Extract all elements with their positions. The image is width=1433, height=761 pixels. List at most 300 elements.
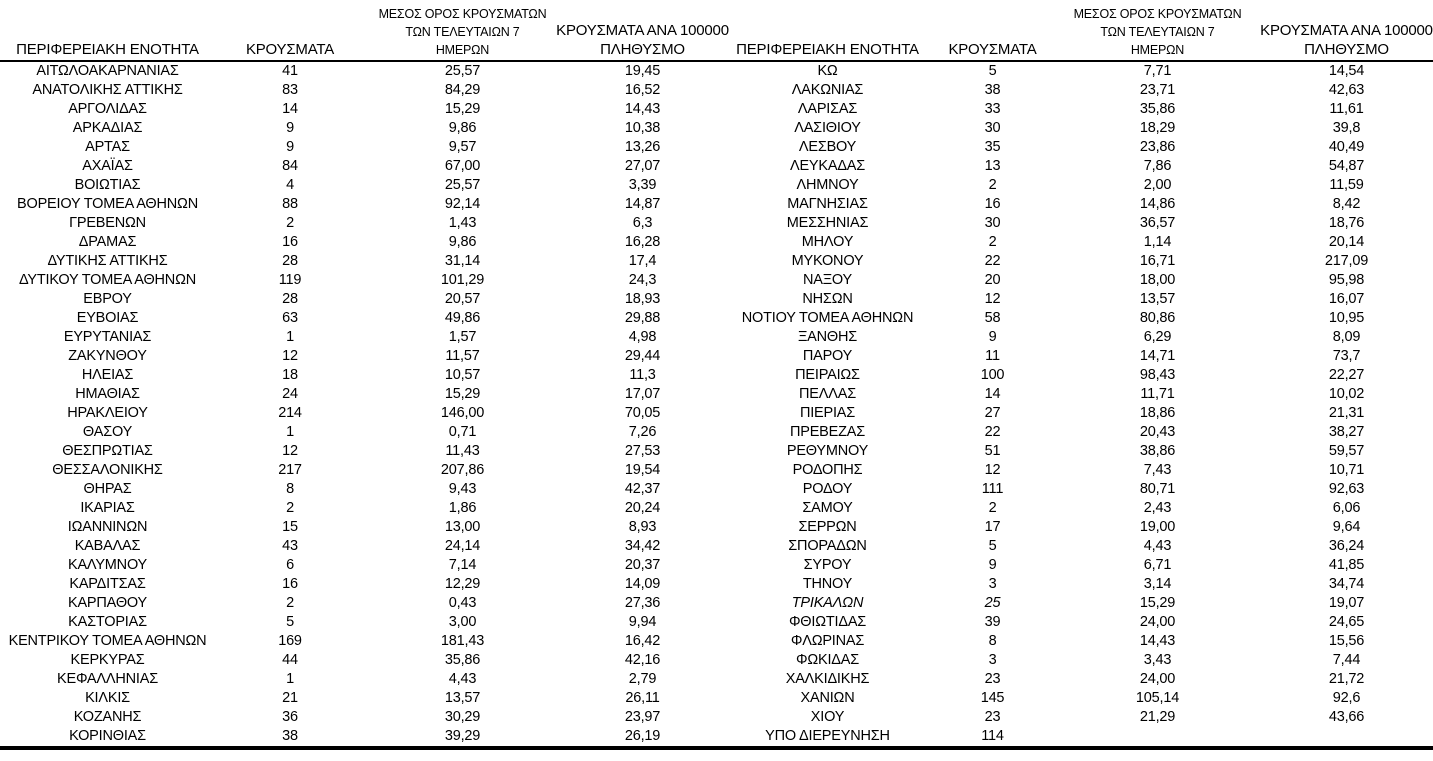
table-row xyxy=(0,252,1433,271)
right-avg7-cell: 18,00 xyxy=(1139,272,1176,288)
right-region-cell: ΛΕΥΚΑΔΑΣ xyxy=(789,158,866,174)
right-avg7-cell: 24,00 xyxy=(1139,671,1176,687)
right-region-cell: ΝΑΞΟΥ xyxy=(802,272,853,288)
left-avg7-cell: 49,86 xyxy=(444,310,481,326)
left-avg7-cell: 1,86 xyxy=(448,500,477,516)
right-cases-cell: 2 xyxy=(988,500,997,516)
table-header-row xyxy=(0,0,1433,62)
left-avg7-cell: 31,14 xyxy=(444,253,481,269)
left-cases-cell: 169 xyxy=(278,633,302,649)
left-region-cell: ΑΡΤΑΣ xyxy=(85,139,130,155)
right-avg7-cell: 7,71 xyxy=(1143,63,1172,79)
left-per100k-cell: 14,87 xyxy=(624,196,661,212)
left-per100k-cell: 14,43 xyxy=(624,101,661,117)
right-avg7-cell: 98,43 xyxy=(1139,367,1176,383)
right-avg7-cell: 2,00 xyxy=(1143,177,1172,193)
left-cases-cell: 63 xyxy=(282,310,298,326)
left-per100k-cell: 42,37 xyxy=(624,481,661,497)
left-per100k-cell: 27,36 xyxy=(624,595,661,611)
table-row xyxy=(0,138,1433,157)
right-avg7-cell: 1,14 xyxy=(1143,234,1172,250)
left-region-cell: ΚΕΡΚΥΡΑΣ xyxy=(70,652,145,668)
header-region-right xyxy=(725,6,930,60)
left-per100k-cell: 29,44 xyxy=(624,348,661,364)
left-per100k-cell: 14,09 xyxy=(624,576,661,592)
left-avg7-cell: 92,14 xyxy=(444,196,481,212)
right-cases-cell: 33 xyxy=(984,101,1001,117)
left-per100k-cell: 16,52 xyxy=(624,82,661,98)
right-per100k-cell: 14,54 xyxy=(1328,63,1365,79)
right-per100k-cell: 92,6 xyxy=(1332,690,1361,706)
right-per100k-cell: 41,85 xyxy=(1328,557,1365,573)
table-row xyxy=(0,594,1433,613)
left-cases-cell: 8 xyxy=(286,481,294,497)
left-region-cell: ΚΟΡΙΝΘΙΑΣ xyxy=(69,728,146,744)
left-per100k-cell: 10,38 xyxy=(624,120,661,136)
left-avg7-cell: 67,00 xyxy=(444,158,481,174)
right-region-cell: ΠΑΡΟΥ xyxy=(802,348,853,364)
table-row xyxy=(0,499,1433,518)
left-avg7-cell: 25,57 xyxy=(444,63,481,79)
right-per100k-cell: 16,07 xyxy=(1328,291,1365,307)
left-cases-cell: 16 xyxy=(282,576,298,592)
left-per100k-cell: 27,07 xyxy=(624,158,661,174)
right-region-cell: ΧΑΛΚΙΔΙΚΗΣ xyxy=(785,671,870,687)
table-row xyxy=(0,404,1433,423)
table-row xyxy=(0,195,1433,214)
header-avg7-left-line1: ΜΕΣΟΣ ΟΡΟΣ ΚΡΟΥΣΜΑΤΩΝ xyxy=(378,7,547,21)
right-avg7-cell: 18,86 xyxy=(1139,405,1176,421)
header-avg7-right xyxy=(1055,6,1260,60)
left-cases-cell: 12 xyxy=(282,348,298,364)
right-per100k-cell: 11,61 xyxy=(1329,101,1364,117)
left-region-cell: ΙΚΑΡΙΑΣ xyxy=(80,500,135,516)
left-per100k-cell: 7,26 xyxy=(628,424,657,440)
left-region-cell: ΖΑΚΥΝΘΟΥ xyxy=(68,348,147,364)
left-avg7-cell: 13,57 xyxy=(444,690,481,706)
right-cases-cell: 14 xyxy=(984,386,1001,402)
left-per100k-cell: 70,05 xyxy=(624,405,661,421)
right-cases-cell: 111 xyxy=(981,481,1004,497)
left-region-cell: ΑΝΑΤΟΛΙΚΗΣ ΑΤΤΙΚΗΣ xyxy=(32,82,183,98)
left-per100k-cell: 29,88 xyxy=(624,310,661,326)
right-per100k-cell: 24,65 xyxy=(1328,614,1365,630)
right-avg7-cell: 6,71 xyxy=(1143,557,1172,573)
table-row xyxy=(0,708,1433,727)
right-region-cell: ΧΑΝΙΩΝ xyxy=(800,690,855,706)
left-cases-cell: 21 xyxy=(282,690,298,706)
header-cases-right xyxy=(930,6,1055,60)
left-cases-cell: 2 xyxy=(286,500,294,516)
left-per100k-cell: 42,16 xyxy=(624,652,661,668)
right-region-cell: ΣΥΡΟΥ xyxy=(803,557,852,573)
right-region-cell: ΜΑΓΝΗΣΙΑΣ xyxy=(787,196,868,212)
right-cases-cell: 8 xyxy=(988,633,997,649)
right-avg7-cell: 14,43 xyxy=(1139,633,1176,649)
right-avg7-cell: 38,86 xyxy=(1139,443,1176,459)
right-avg7-cell: 6,29 xyxy=(1143,329,1172,345)
left-per100k-cell: 16,42 xyxy=(624,633,661,649)
table-row xyxy=(0,689,1433,708)
left-avg7-cell: 13,00 xyxy=(444,519,481,535)
header-avg7-left-line3: ΗΜΕΡΩΝ xyxy=(435,43,490,57)
table-row xyxy=(0,100,1433,119)
left-avg7-cell: 3,00 xyxy=(448,614,477,630)
left-avg7-cell: 39,29 xyxy=(444,728,481,744)
right-region-cell: ΣΑΜΟΥ xyxy=(802,500,853,516)
left-region-cell: ΚΑΡΠΑΘΟΥ xyxy=(67,595,147,611)
right-cases-cell: 9 xyxy=(988,329,997,345)
header-per100k-left-line1: ΚΡΟΥΣΜΑΤΑ ΑΝΑ 100000 xyxy=(556,22,729,39)
right-cases-cell: 30 xyxy=(984,120,1001,136)
right-cases-cell: 2 xyxy=(988,177,997,193)
left-per100k-cell: 13,26 xyxy=(624,139,661,155)
right-cases-cell: 58 xyxy=(984,310,1001,326)
header-region-right-label: ΠΕΡΙΦΕΡΕΙΑΚΗ ΕΝΟΤΗΤΑ xyxy=(736,41,919,58)
right-region-cell: ΣΠΟΡΑΔΩΝ xyxy=(788,538,867,554)
right-per100k-cell: 7,44 xyxy=(1332,652,1361,668)
left-cases-cell: 28 xyxy=(282,253,298,269)
left-per100k-cell: 26,19 xyxy=(624,728,661,744)
table-row xyxy=(0,537,1433,556)
left-cases-cell: 44 xyxy=(282,652,298,668)
left-per100k-cell: 8,93 xyxy=(628,519,657,535)
left-region-cell: ΚΑΒΑΛΑΣ xyxy=(74,538,141,554)
right-cases-cell: 145 xyxy=(980,690,1005,706)
right-region-cell: ΛΑΡΙΣΑΣ xyxy=(797,101,858,117)
right-region-cell: ΠΕΙΡΑΙΩΣ xyxy=(795,367,860,383)
right-cases-cell: 100 xyxy=(980,367,1005,383)
right-region-cell: ΛΕΣΒΟΥ xyxy=(798,139,857,155)
right-avg7-cell xyxy=(1055,727,1260,746)
left-avg7-cell: 7,14 xyxy=(448,557,477,573)
left-cases-cell: 2 xyxy=(286,215,294,231)
table-row xyxy=(0,328,1433,347)
right-per100k-cell: 8,42 xyxy=(1332,196,1361,212)
right-avg7-cell: 21,29 xyxy=(1139,709,1176,725)
right-avg7-cell: 7,43 xyxy=(1143,462,1172,478)
right-region-cell: ΠΙΕΡΙΑΣ xyxy=(799,405,856,421)
right-region-cell: ΚΩ xyxy=(817,63,838,79)
header-avg7-left xyxy=(365,6,560,60)
left-avg7-cell: 9,57 xyxy=(448,139,477,155)
header-avg7-left-line2: ΤΩΝ ΤΕΛΕΥΤΑΙΩΝ 7 xyxy=(405,25,520,39)
header-region-left xyxy=(0,6,215,60)
right-per100k-cell xyxy=(1260,727,1433,746)
left-region-cell: ΘΑΣΟΥ xyxy=(82,424,133,440)
left-avg7-cell: 207,86 xyxy=(440,462,485,478)
left-region-cell: ΚΕΝΤΡΙΚΟΥ ΤΟΜΕΑ ΑΘΗΝΩΝ xyxy=(8,633,207,649)
left-cases-cell: 38 xyxy=(282,728,298,744)
right-region-cell: ΧΙΟΥ xyxy=(810,709,845,725)
left-avg7-cell: 9,43 xyxy=(448,481,477,497)
right-cases-cell: 23 xyxy=(984,671,1001,687)
right-cases-cell: 114 xyxy=(981,728,1004,744)
right-per100k-cell: 10,71 xyxy=(1328,462,1365,478)
left-cases-cell: 1 xyxy=(286,329,294,345)
right-avg7-cell: 80,71 xyxy=(1139,481,1176,497)
right-region-cell: ΠΕΛΛΑΣ xyxy=(799,386,856,402)
right-per100k-cell: 11,59 xyxy=(1329,177,1364,193)
left-cases-cell: 217 xyxy=(278,462,302,478)
left-avg7-cell: 20,57 xyxy=(444,291,481,307)
left-region-cell: ΑΡΓΟΛΙΔΑΣ xyxy=(68,101,147,117)
table-row xyxy=(0,233,1433,252)
right-avg7-cell: 2,43 xyxy=(1143,500,1172,516)
left-region-cell: ΓΡΕΒΕΝΩΝ xyxy=(69,215,146,231)
right-region-cell: ΤΗΝΟΥ xyxy=(802,576,853,592)
right-avg7-cell: 24,00 xyxy=(1139,614,1176,630)
right-cases-cell: 22 xyxy=(984,424,1001,440)
right-region-cell: ΛΑΚΩΝΙΑΣ xyxy=(791,82,864,98)
right-per100k-cell: 36,24 xyxy=(1328,538,1365,554)
right-per100k-cell: 73,7 xyxy=(1332,348,1361,364)
right-avg7-cell: 80,86 xyxy=(1139,310,1176,326)
left-avg7-cell: 9,86 xyxy=(448,120,477,136)
right-cases-cell: 30 xyxy=(984,215,1001,231)
left-avg7-cell: 0,43 xyxy=(448,595,477,611)
left-avg7-cell: 11,57 xyxy=(445,348,480,364)
header-avg7-right-line3: ΗΜΕΡΩΝ xyxy=(1130,43,1185,57)
left-per100k-cell: 6,3 xyxy=(632,215,653,231)
right-per100k-cell: 10,95 xyxy=(1328,310,1365,326)
left-region-cell: ΘΕΣΠΡΩΤΙΑΣ xyxy=(62,443,153,459)
left-region-cell: ΔΥΤΙΚΗΣ ΑΤΤΙΚΗΣ xyxy=(47,253,168,269)
right-avg7-cell: 14,86 xyxy=(1139,196,1176,212)
left-cases-cell: 15 xyxy=(282,519,298,535)
left-region-cell: ΚΕΦΑΛΛΗΝΙΑΣ xyxy=(57,671,158,687)
right-region-cell: ΛΑΣΙΘΙΟΥ xyxy=(794,120,861,136)
left-per100k-cell: 9,94 xyxy=(628,614,657,630)
right-region-cell: ΣΕΡΡΩΝ xyxy=(798,519,857,535)
left-per100k-cell: 11,3 xyxy=(629,367,656,383)
table-body xyxy=(0,62,1433,750)
left-cases-cell: 6 xyxy=(286,557,294,573)
right-region-cell: ΡΕΘΥΜΝΟΥ xyxy=(786,443,869,459)
right-per100k-cell: 22,27 xyxy=(1328,367,1365,383)
header-cases-left xyxy=(215,6,365,60)
left-region-cell: ΔΡΑΜΑΣ xyxy=(78,234,137,250)
left-cases-cell: 2 xyxy=(286,595,294,611)
right-per100k-cell: 39,8 xyxy=(1332,120,1361,136)
right-cases-cell: 23 xyxy=(984,709,1001,725)
right-cases-cell: 12 xyxy=(984,291,1001,307)
header-per100k-right-line2: ΠΛΗΘΥΣΜΟ xyxy=(1304,41,1389,58)
left-per100k-cell: 18,93 xyxy=(624,291,661,307)
right-cases-cell: 11 xyxy=(985,348,1000,364)
left-region-cell: ΗΜΑΘΙΑΣ xyxy=(75,386,140,402)
left-avg7-cell: 30,29 xyxy=(444,709,481,725)
header-cases-right-label: ΚΡΟΥΣΜΑΤΑ xyxy=(948,41,1037,58)
left-per100k-cell: 24,3 xyxy=(628,272,657,288)
left-avg7-cell: 146,00 xyxy=(440,405,485,421)
right-cases-cell: 27 xyxy=(984,405,1001,421)
right-per100k-cell: 20,14 xyxy=(1328,234,1365,250)
table-row xyxy=(0,423,1433,442)
left-avg7-cell: 1,57 xyxy=(448,329,477,345)
table-row xyxy=(0,518,1433,537)
left-cases-cell: 16 xyxy=(282,234,298,250)
right-per100k-cell: 10,02 xyxy=(1328,386,1365,402)
right-cases-cell: 39 xyxy=(984,614,1001,630)
left-per100k-cell: 26,11 xyxy=(625,690,660,706)
left-avg7-cell: 1,43 xyxy=(448,215,477,231)
right-cases-cell: 12 xyxy=(984,462,1001,478)
left-region-cell: ΕΥΒΟΙΑΣ xyxy=(76,310,139,326)
left-cases-cell: 12 xyxy=(282,443,298,459)
left-region-cell: ΔΥΤΙΚΟΥ ΤΟΜΕΑ ΑΘΗΝΩΝ xyxy=(18,272,196,288)
right-per100k-cell: 92,63 xyxy=(1328,481,1365,497)
left-cases-cell: 4 xyxy=(286,177,294,193)
left-cases-cell: 1 xyxy=(286,424,294,440)
left-cases-cell: 1 xyxy=(286,671,294,687)
left-region-cell: ΚΑΡΔΙΤΣΑΣ xyxy=(69,576,146,592)
right-avg7-cell: 19,00 xyxy=(1139,519,1176,535)
left-cases-cell: 41 xyxy=(282,63,298,79)
table-row xyxy=(0,575,1433,594)
right-region-cell: ΦΛΩΡΙΝΑΣ xyxy=(790,633,865,649)
right-avg7-cell: 11,71 xyxy=(1140,386,1175,402)
right-cases-cell: 16 xyxy=(984,196,1001,212)
table-row xyxy=(0,556,1433,575)
right-region-cell: ΦΘΙΩΤΙΔΑΣ xyxy=(788,614,867,630)
left-region-cell: ΒΟΙΩΤΙΑΣ xyxy=(74,177,141,193)
left-cases-cell: 9 xyxy=(286,139,294,155)
right-cases-cell: 25 xyxy=(984,595,1001,611)
table-row xyxy=(0,347,1433,366)
right-per100k-cell: 95,98 xyxy=(1328,272,1365,288)
right-region-cell: ΤΡΙΚΑΛΩΝ xyxy=(791,595,864,611)
left-avg7-cell: 25,57 xyxy=(444,177,481,193)
right-cases-cell: 20 xyxy=(984,272,1001,288)
right-cases-cell: 38 xyxy=(984,82,1001,98)
header-per100k-right-line1: ΚΡΟΥΣΜΑΤΑ ΑΝΑ 100000 xyxy=(1260,22,1433,39)
right-region-cell: ΜΗΛΟΥ xyxy=(801,234,854,250)
right-region-cell: ΝΗΣΩΝ xyxy=(802,291,853,307)
header-per100k-left xyxy=(556,6,729,60)
table-row xyxy=(0,385,1433,404)
right-per100k-cell: 40,49 xyxy=(1328,139,1365,155)
left-per100k-cell: 20,24 xyxy=(624,500,661,516)
left-cases-cell: 5 xyxy=(286,614,294,630)
left-cases-cell: 119 xyxy=(278,272,302,288)
right-cases-cell: 22 xyxy=(984,253,1001,269)
right-avg7-cell: 18,29 xyxy=(1139,120,1176,136)
left-region-cell: ΚΟΖΑΝΗΣ xyxy=(73,709,142,725)
left-cases-cell: 9 xyxy=(286,120,294,136)
table-row xyxy=(0,461,1433,480)
left-avg7-cell: 4,43 xyxy=(448,671,477,687)
right-cases-cell: 35 xyxy=(984,139,1001,155)
left-avg7-cell: 181,43 xyxy=(440,633,485,649)
left-avg7-cell: 10,57 xyxy=(444,367,481,383)
right-per100k-cell: 59,57 xyxy=(1328,443,1365,459)
right-region-cell: ΛΗΜΝΟΥ xyxy=(796,177,859,193)
right-avg7-cell: 4,43 xyxy=(1143,538,1172,554)
right-cases-cell: 5 xyxy=(988,63,997,79)
right-per100k-cell: 21,72 xyxy=(1328,671,1365,687)
right-avg7-cell: 23,71 xyxy=(1139,82,1176,98)
table-row xyxy=(0,290,1433,309)
right-avg7-cell: 3,14 xyxy=(1143,576,1172,592)
left-avg7-cell: 9,86 xyxy=(448,234,477,250)
left-per100k-cell: 19,54 xyxy=(624,462,661,478)
table-row xyxy=(0,480,1433,499)
right-avg7-cell: 36,57 xyxy=(1139,215,1176,231)
left-cases-cell: 43 xyxy=(282,538,298,554)
left-per100k-cell: 27,53 xyxy=(624,443,661,459)
right-region-cell: ΡΟΔΟΥ xyxy=(802,481,853,497)
left-region-cell: ΕΒΡΟΥ xyxy=(83,291,132,307)
left-region-cell: ΘΕΣΣΑΛΟΝΙΚΗΣ xyxy=(52,462,163,478)
right-per100k-cell: 18,76 xyxy=(1328,215,1365,231)
header-per100k-right xyxy=(1260,6,1433,60)
left-avg7-cell: 101,29 xyxy=(440,272,485,288)
left-cases-cell: 36 xyxy=(282,709,298,725)
right-cases-cell: 3 xyxy=(988,576,997,592)
header-avg7-right-line1: ΜΕΣΟΣ ΟΡΟΣ ΚΡΟΥΣΜΑΤΩΝ xyxy=(1073,7,1242,21)
table-row xyxy=(0,309,1433,328)
header-region-left-label: ΠΕΡΙΦΕΡΕΙΑΚΗ ΕΝΟΤΗΤΑ xyxy=(16,41,199,58)
left-region-cell: ΘΗΡΑΣ xyxy=(83,481,132,497)
left-region-cell: ΗΛΕΙΑΣ xyxy=(81,367,134,383)
left-region-cell: ΙΩΑΝΝΙΝΩΝ xyxy=(67,519,148,535)
table-row xyxy=(0,157,1433,176)
left-cases-cell: 24 xyxy=(282,386,298,402)
right-avg7-cell: 3,43 xyxy=(1143,652,1172,668)
right-cases-cell: 3 xyxy=(988,652,997,668)
left-cases-cell: 88 xyxy=(282,196,298,212)
right-per100k-cell: 21,31 xyxy=(1328,405,1365,421)
left-region-cell: ΑΙΤΩΛΟΑΚΑΡΝΑΝΙΑΣ xyxy=(36,63,179,79)
table-row xyxy=(0,613,1433,632)
right-region-cell: ΜΕΣΣΗΝΙΑΣ xyxy=(786,215,869,231)
left-per100k-cell: 4,98 xyxy=(628,329,657,345)
right-per100k-cell: 15,56 xyxy=(1328,633,1365,649)
right-avg7-cell: 20,43 xyxy=(1139,424,1176,440)
table-row xyxy=(0,670,1433,689)
left-region-cell: ΑΧΑΪΑΣ xyxy=(82,158,133,174)
left-avg7-cell: 15,29 xyxy=(444,101,481,117)
table-row xyxy=(0,727,1433,746)
right-region-cell: ΠΡΕΒΕΖΑΣ xyxy=(789,424,866,440)
right-per100k-cell: 34,74 xyxy=(1328,576,1365,592)
left-cases-cell: 28 xyxy=(282,291,298,307)
left-cases-cell: 14 xyxy=(282,101,298,117)
right-per100k-cell: 38,27 xyxy=(1328,424,1365,440)
right-per100k-cell: 8,09 xyxy=(1332,329,1361,345)
left-avg7-cell: 0,71 xyxy=(448,424,477,440)
right-per100k-cell: 217,09 xyxy=(1324,253,1369,269)
right-avg7-cell: 35,86 xyxy=(1139,101,1176,117)
right-per100k-cell: 19,07 xyxy=(1328,595,1365,611)
right-avg7-cell: 14,71 xyxy=(1139,348,1176,364)
left-region-cell: ΑΡΚΑΔΙΑΣ xyxy=(72,120,143,136)
table-row xyxy=(0,651,1433,670)
left-cases-cell: 18 xyxy=(282,367,298,383)
left-per100k-cell: 20,37 xyxy=(624,557,661,573)
table-row xyxy=(0,632,1433,651)
right-region-cell: ΜΥΚΟΝΟΥ xyxy=(791,253,864,269)
right-avg7-cell: 16,71 xyxy=(1139,253,1176,269)
left-cases-cell: 214 xyxy=(278,405,302,421)
left-region-cell: ΚΑΣΤΟΡΙΑΣ xyxy=(68,614,147,630)
table-row xyxy=(0,176,1433,195)
right-per100k-cell: 6,06 xyxy=(1332,500,1361,516)
right-per100k-cell: 43,66 xyxy=(1328,709,1365,725)
left-region-cell: ΚΙΛΚΙΣ xyxy=(85,690,130,706)
header-avg7-right-line2: ΤΩΝ ΤΕΛΕΥΤΑΙΩΝ 7 xyxy=(1100,25,1215,39)
